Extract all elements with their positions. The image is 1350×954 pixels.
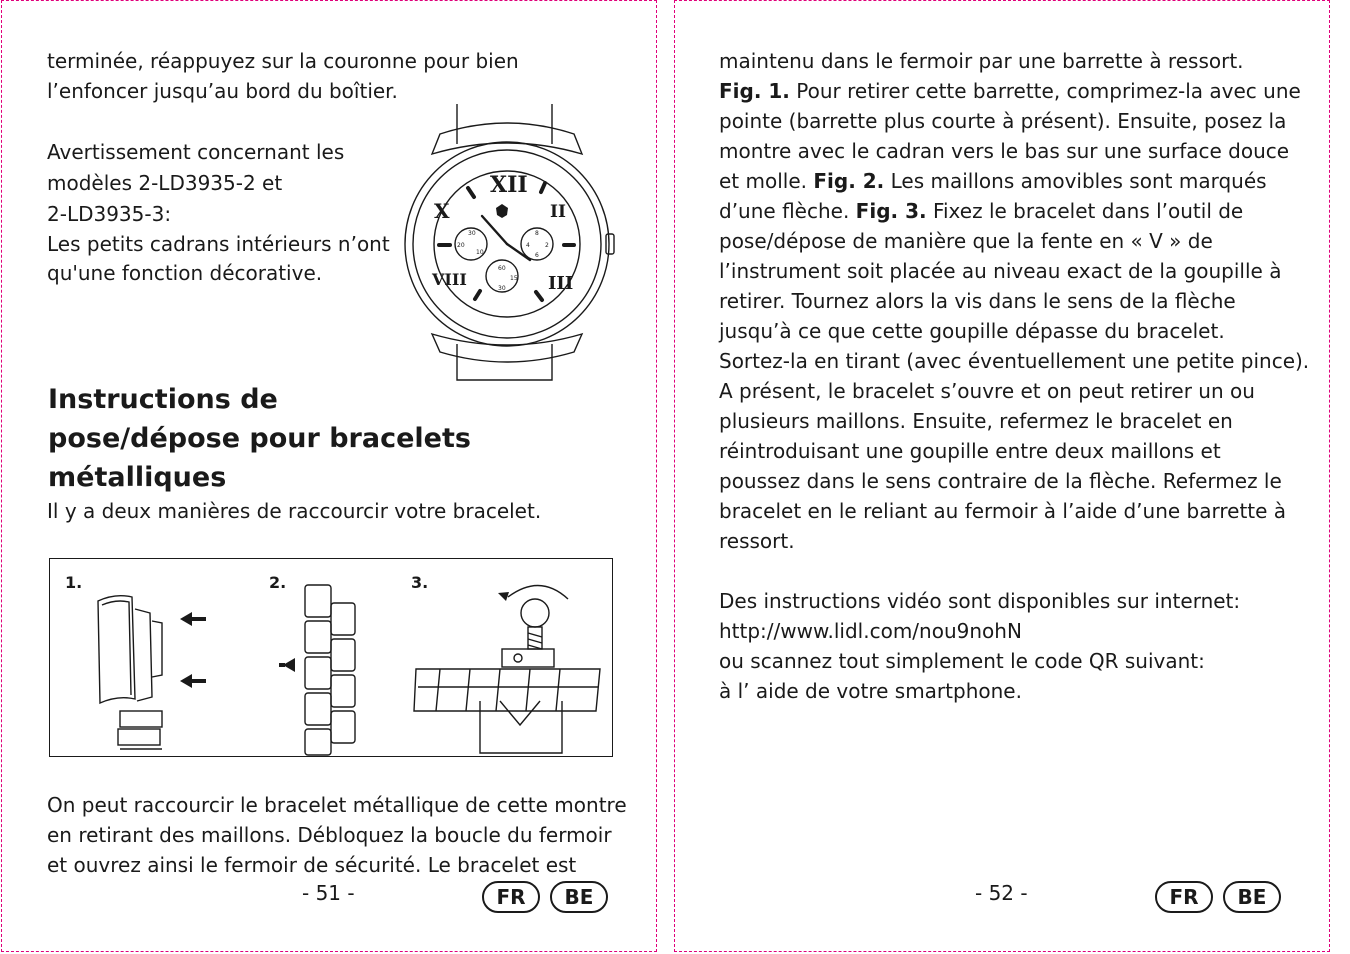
text-line [719, 406, 1309, 436]
text-fragment: Fixez le bracelet dans l’outil de [926, 199, 1244, 223]
figure-2-links-drawing [275, 575, 385, 757]
watch-numeral: X [434, 199, 450, 223]
figure-reference: Fig. 2. [813, 169, 885, 193]
text-fragment: montre avec le cadran vers le bas sur une surface douce [719, 139, 1290, 163]
subdial-label: 15 [510, 275, 518, 282]
section-heading [48, 380, 471, 497]
intro-line: terminée, réappuyez sur la couronne pour bien [47, 49, 519, 73]
heading-line: pose/dépose pour bracelets [48, 423, 471, 454]
text-fragment: maintenu dans le fermoir par une barrette à ressort. [719, 49, 1244, 73]
figure-label-3: 3. [411, 573, 429, 592]
warning-title-line: modèles 2-LD3935-2 et [47, 171, 283, 195]
text-line [719, 226, 1309, 256]
figure-reference: Fig. 3. [855, 199, 927, 223]
text-line [719, 526, 1309, 556]
body-line: en retirant des maillons. Débloquez la boucle du fermoir [47, 823, 612, 847]
text-line [719, 496, 1309, 526]
text-line [719, 616, 1309, 646]
figure-1-clasp-drawing [90, 579, 210, 757]
text-fragment: et molle. [719, 169, 814, 193]
text-line [719, 196, 1309, 226]
subdial-label: 30 [468, 230, 476, 237]
body-line: On peut raccourcir le bracelet métallique de cette montre [47, 793, 627, 817]
text-fragment: jusqu’à ce que cette goupille dépasse du bracelet. [719, 319, 1225, 343]
right-page-text [719, 46, 1309, 706]
warning-body-line: qu'une fonction décorative. [47, 261, 323, 285]
text-line [719, 586, 1309, 616]
text-fragment: à l’ aide de votre smartphone. [719, 679, 1022, 703]
text-line [719, 106, 1309, 136]
text-line [719, 46, 1309, 76]
text-line [719, 166, 1309, 196]
warning-title-line: Avertissement concernant les [47, 140, 345, 164]
subdial-label: 30 [498, 285, 506, 292]
intro-paragraph [47, 46, 519, 106]
subdial-label: 10 [476, 249, 484, 256]
language-badge-be: BE [1223, 881, 1281, 913]
text-fragment: pose/dépose de manière que la fente en « V » de [719, 229, 1213, 253]
text-fragment: poussez dans le sens contraire de la flèche. Refermez le [719, 469, 1282, 493]
text-fragment: Des instructions vidéo sont disponibles sur internet: [719, 589, 1241, 613]
intro-line: l’enfoncer jusqu’au bord du boîtier. [47, 79, 398, 103]
heading-line: Instructions de [48, 384, 278, 415]
right-page [674, 0, 1330, 952]
body-paragraph [47, 790, 627, 880]
figure-reference: Fig. 1. [719, 79, 790, 103]
watch-illustration [402, 104, 617, 384]
page-number: - 52 - [975, 881, 1028, 905]
language-badge-fr: FR [1155, 881, 1213, 913]
subdial-label: 8 [535, 230, 539, 237]
text-line [719, 436, 1309, 466]
text-fragment: ressort. [719, 529, 795, 553]
text-line [719, 466, 1309, 496]
text-fragment: pointe (barrette plus courte à présent). Ensuite, posez la [719, 109, 1287, 133]
text-fragment: retirer. Tournez alors la vis dans le sens de la flèche [719, 289, 1236, 313]
text-line [719, 316, 1309, 346]
text-fragment: Sortez-la en tirant (avec éventuellement une petite pince). [719, 349, 1310, 373]
warning-title [47, 137, 344, 230]
text-fragment: Les maillons amovibles sont marqués [884, 169, 1267, 193]
text-fragment: ou scannez tout simplement le code QR suivant: [719, 649, 1205, 673]
text-fragment: http://www.lidl.com/nou9nohN [719, 619, 1022, 643]
language-badge-be: BE [550, 881, 608, 913]
left-page [1, 0, 657, 952]
warning-body [47, 230, 390, 288]
page-number: - 51 - [302, 881, 355, 905]
language-badge-fr: FR [482, 881, 540, 913]
section-subtitle: Il y a deux manières de raccourcir votre bracelet. [47, 499, 542, 523]
watch-numeral: VIII [432, 270, 467, 289]
heading-line: métalliques [48, 462, 227, 493]
text-fragment: plusieurs maillons. Ensuite, refermez le bracelet en [719, 409, 1233, 433]
subdial-label: 20 [457, 242, 465, 249]
figure-panel [49, 558, 613, 757]
body-line: et ouvrez ainsi le fermoir de sécurité. Le bracelet est [47, 853, 577, 877]
figure-label-2: 2. [269, 573, 287, 592]
text-line [719, 376, 1309, 406]
watch-numeral: XII [490, 172, 528, 198]
text-fragment: l’instrument soit placée au niveau exact de la goupille à [719, 259, 1282, 283]
watch-numeral: II [550, 202, 566, 222]
warning-body-line: Les petits cadrans intérieurs n’ont [47, 232, 390, 256]
text-fragment: A présent, le bracelet s’ouvre et on peut retirer un ou [719, 379, 1255, 403]
subdial-label: 2 [545, 242, 549, 249]
subdial-label: 4 [526, 242, 530, 249]
text-fragment: réintroduisant une goupille entre deux maillons et [719, 439, 1221, 463]
text-line [719, 136, 1309, 166]
text-line [719, 556, 1309, 586]
text-line [719, 76, 1309, 106]
figure-3-tool-drawing [410, 575, 606, 757]
text-fragment: bracelet en le reliant au fermoir à l’aide d’une barrette à [719, 499, 1287, 523]
text-line [719, 676, 1309, 706]
text-line [719, 286, 1309, 316]
text-fragment: Pour retirer cette barrette, comprimez-la avec une [789, 79, 1301, 103]
text-line [719, 346, 1309, 376]
watch-numeral: III [548, 273, 574, 294]
warning-title-line: 2-LD3935-3: [47, 202, 172, 226]
figure-label-1: 1. [65, 573, 83, 592]
text-fragment: d’une flèche. [719, 199, 856, 223]
subdial-label: 60 [498, 265, 506, 272]
text-line [719, 646, 1309, 676]
subdial-label: 6 [535, 252, 539, 259]
text-line [719, 256, 1309, 286]
